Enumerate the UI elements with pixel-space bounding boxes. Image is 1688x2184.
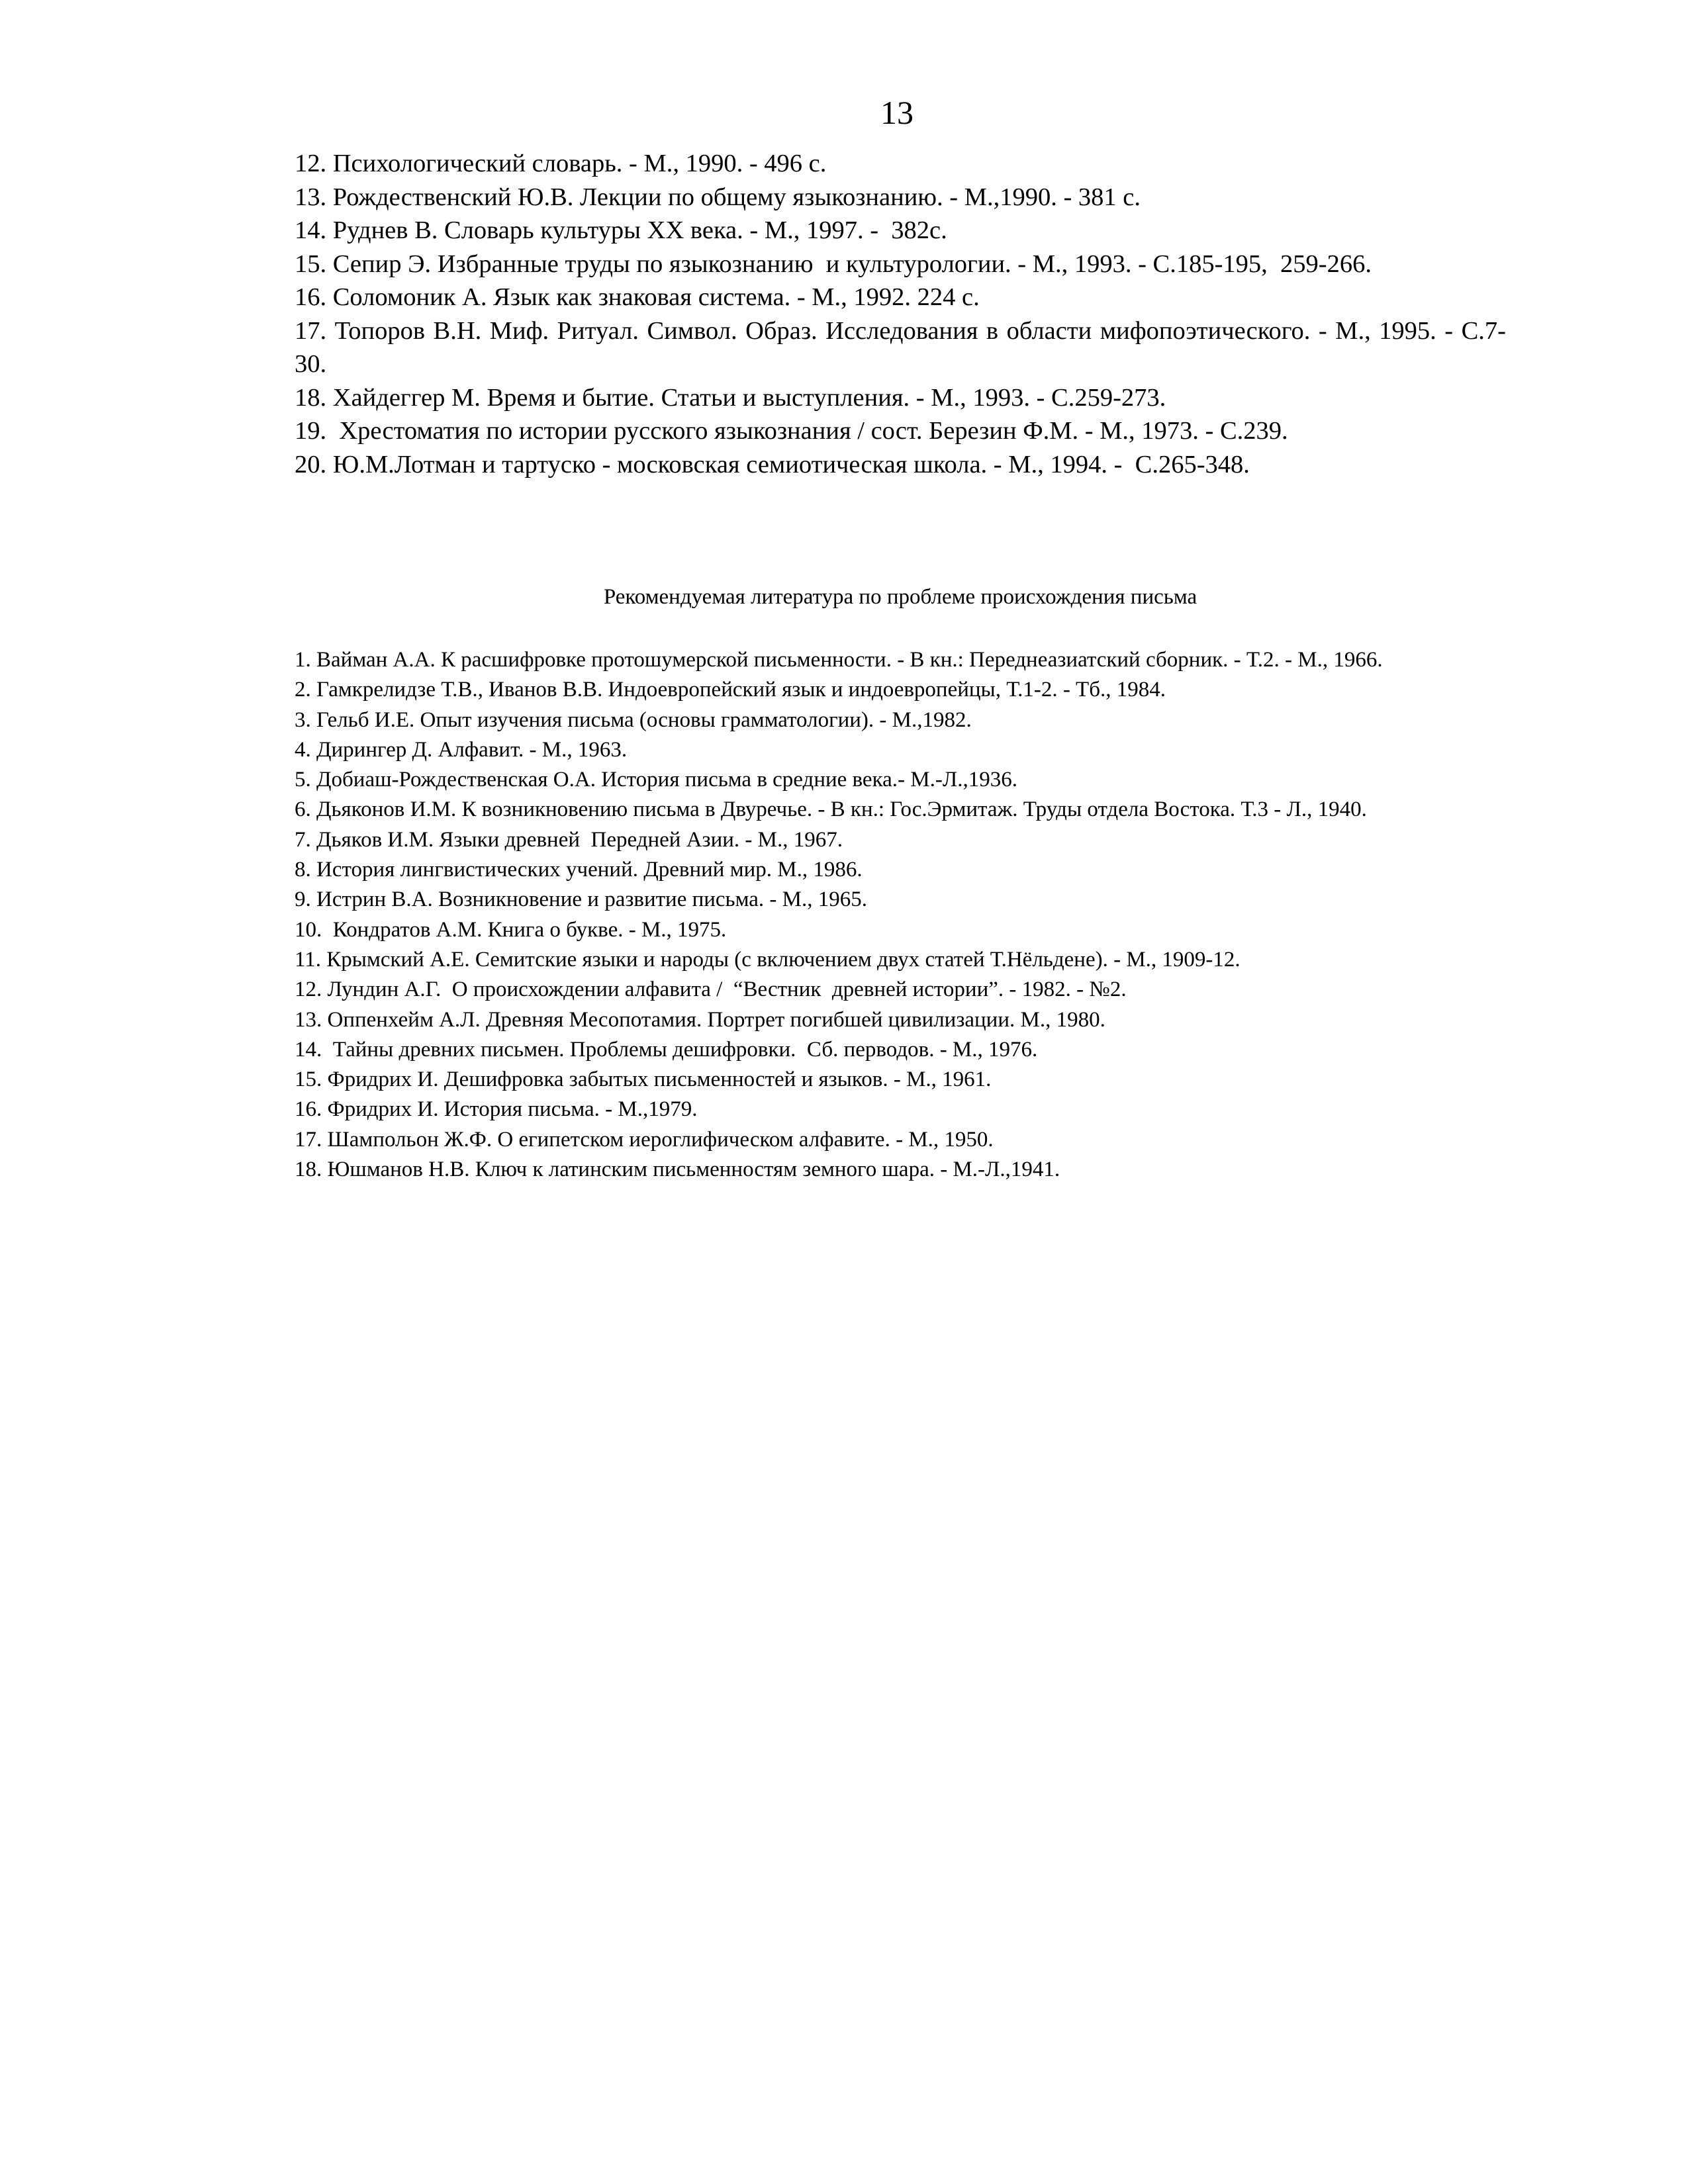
- list-item: 12. Лундин А.Г. О происхождении алфавита / “Вестник древней истории”. - 1982. - №2.: [295, 978, 1127, 1002]
- list-item: 18. Хайдеггер М. Время и бытие. Статьи и выступления. - М., 1993. - С.259-273.: [295, 383, 1166, 412]
- list-item: 13. Оппенхейм А.Л. Древняя Месопотамия. Портрет погибшей цивилизации. М., 1980.: [295, 1007, 1105, 1032]
- list-item: 17. Топоров В.Н. Миф. Ритуал. Символ. Образ. Исследования в области мифопоэтического. - М., 1995. - С.7-30.: [295, 316, 1506, 378]
- list-item: 3. Гельб И.Е. Опыт изучения письма (основы грамматологии). - М.,1982.: [295, 707, 972, 732]
- list-item: 20. Ю.М.Лотман и тартуско - московская семиотическая школа. - М., 1994. - С.265-348.: [295, 450, 1250, 478]
- list-item: 19. Хрестоматия по истории русского языкознания / сост. Березин Ф.М. - М., 1973. - С.239.: [295, 417, 1288, 445]
- list-item: 15. Сепир Э. Избранные труды по языкознанию и культурологии. - М., 1993. - С.185-195, 259-266.: [295, 250, 1372, 278]
- list-item: 16. Фридрих И. История письма. - М.,1979.: [295, 1097, 698, 1122]
- list-item: 13. Рождественский Ю.В. Лекции по общему языкознанию. - М.,1990. - 381 с.: [295, 183, 1141, 211]
- page-number: 13: [880, 94, 914, 131]
- recommended-literature-list: [295, 645, 1506, 1185]
- list-item: 11. Крымский А.Е. Семитские языки и народы (с включением двух статей Т.Нёльдене). - М., 1909-12.: [295, 947, 1241, 972]
- list-item: 10. Кондратов А.М. Книга о букве. - М., 1975.: [295, 917, 727, 942]
- list-item: 9. Истрин В.А. Возникновение и развитие письма. - М., 1965.: [295, 887, 867, 912]
- list-item: 2. Гамкрелидзе Т.В., Иванов В.В. Индоевропейский язык и индоевропейцы, Т.1-2. - Тб., 1984.: [295, 678, 1166, 702]
- list-item: 12. Психологический словарь. - М., 1990. - 496 с.: [295, 150, 827, 177]
- list-item: 8. История лингвистических учений. Древний мир. М., 1986.: [295, 858, 863, 882]
- list-item: 4. Дирингер Д. Алфавит. - М., 1963.: [295, 737, 628, 762]
- list-item: 18. Юшманов Н.В. Ключ к латинским письменностям земного шара. - М.-Л.,1941.: [295, 1158, 1060, 1182]
- list-item: 5. Добиаш-Рождественская О.А. История письма в средние века.- М.-Л.,1936.: [295, 768, 1017, 792]
- list-item: 6. Дьяконов И.М. К возникновению письма в Двуречье. - В кн.: Гос.Эрмитаж. Труды отдела Востока. Т.3 - Л., 1940.: [295, 797, 1367, 822]
- bibliography-list: [295, 147, 1506, 481]
- list-item: 14. Руднев В. Словарь культуры XX века. - М., 1997. - 382с.: [295, 216, 947, 244]
- list-item: 16. Соломоник А. Язык как знаковая система. - М., 1992. 224 с.: [295, 283, 980, 311]
- list-item: 17. Шампольон Ж.Ф. О египетском иероглифическом алфавите. - М., 1950.: [295, 1127, 994, 1152]
- section-title: Рекомендуемая литература по проблеме происхождения письма: [603, 585, 1197, 609]
- list-item: 14. Тайны древних письмен. Проблемы дешифровки. Сб. перводов. - М., 1976.: [295, 1037, 1038, 1062]
- list-item: 15. Фридрих И. Дешифровка забытых письменностей и языков. - М., 1961.: [295, 1068, 992, 1092]
- list-item: 1. Вайман А.А. К расшифровке протошумерской письменности. - В кн.: Переднеазиатский сборник. - Т.2. - М., 1966.: [295, 648, 1383, 672]
- list-item: 7. Дьяков И.М. Языки древней Передней Азии. - М., 1967.: [295, 827, 843, 852]
